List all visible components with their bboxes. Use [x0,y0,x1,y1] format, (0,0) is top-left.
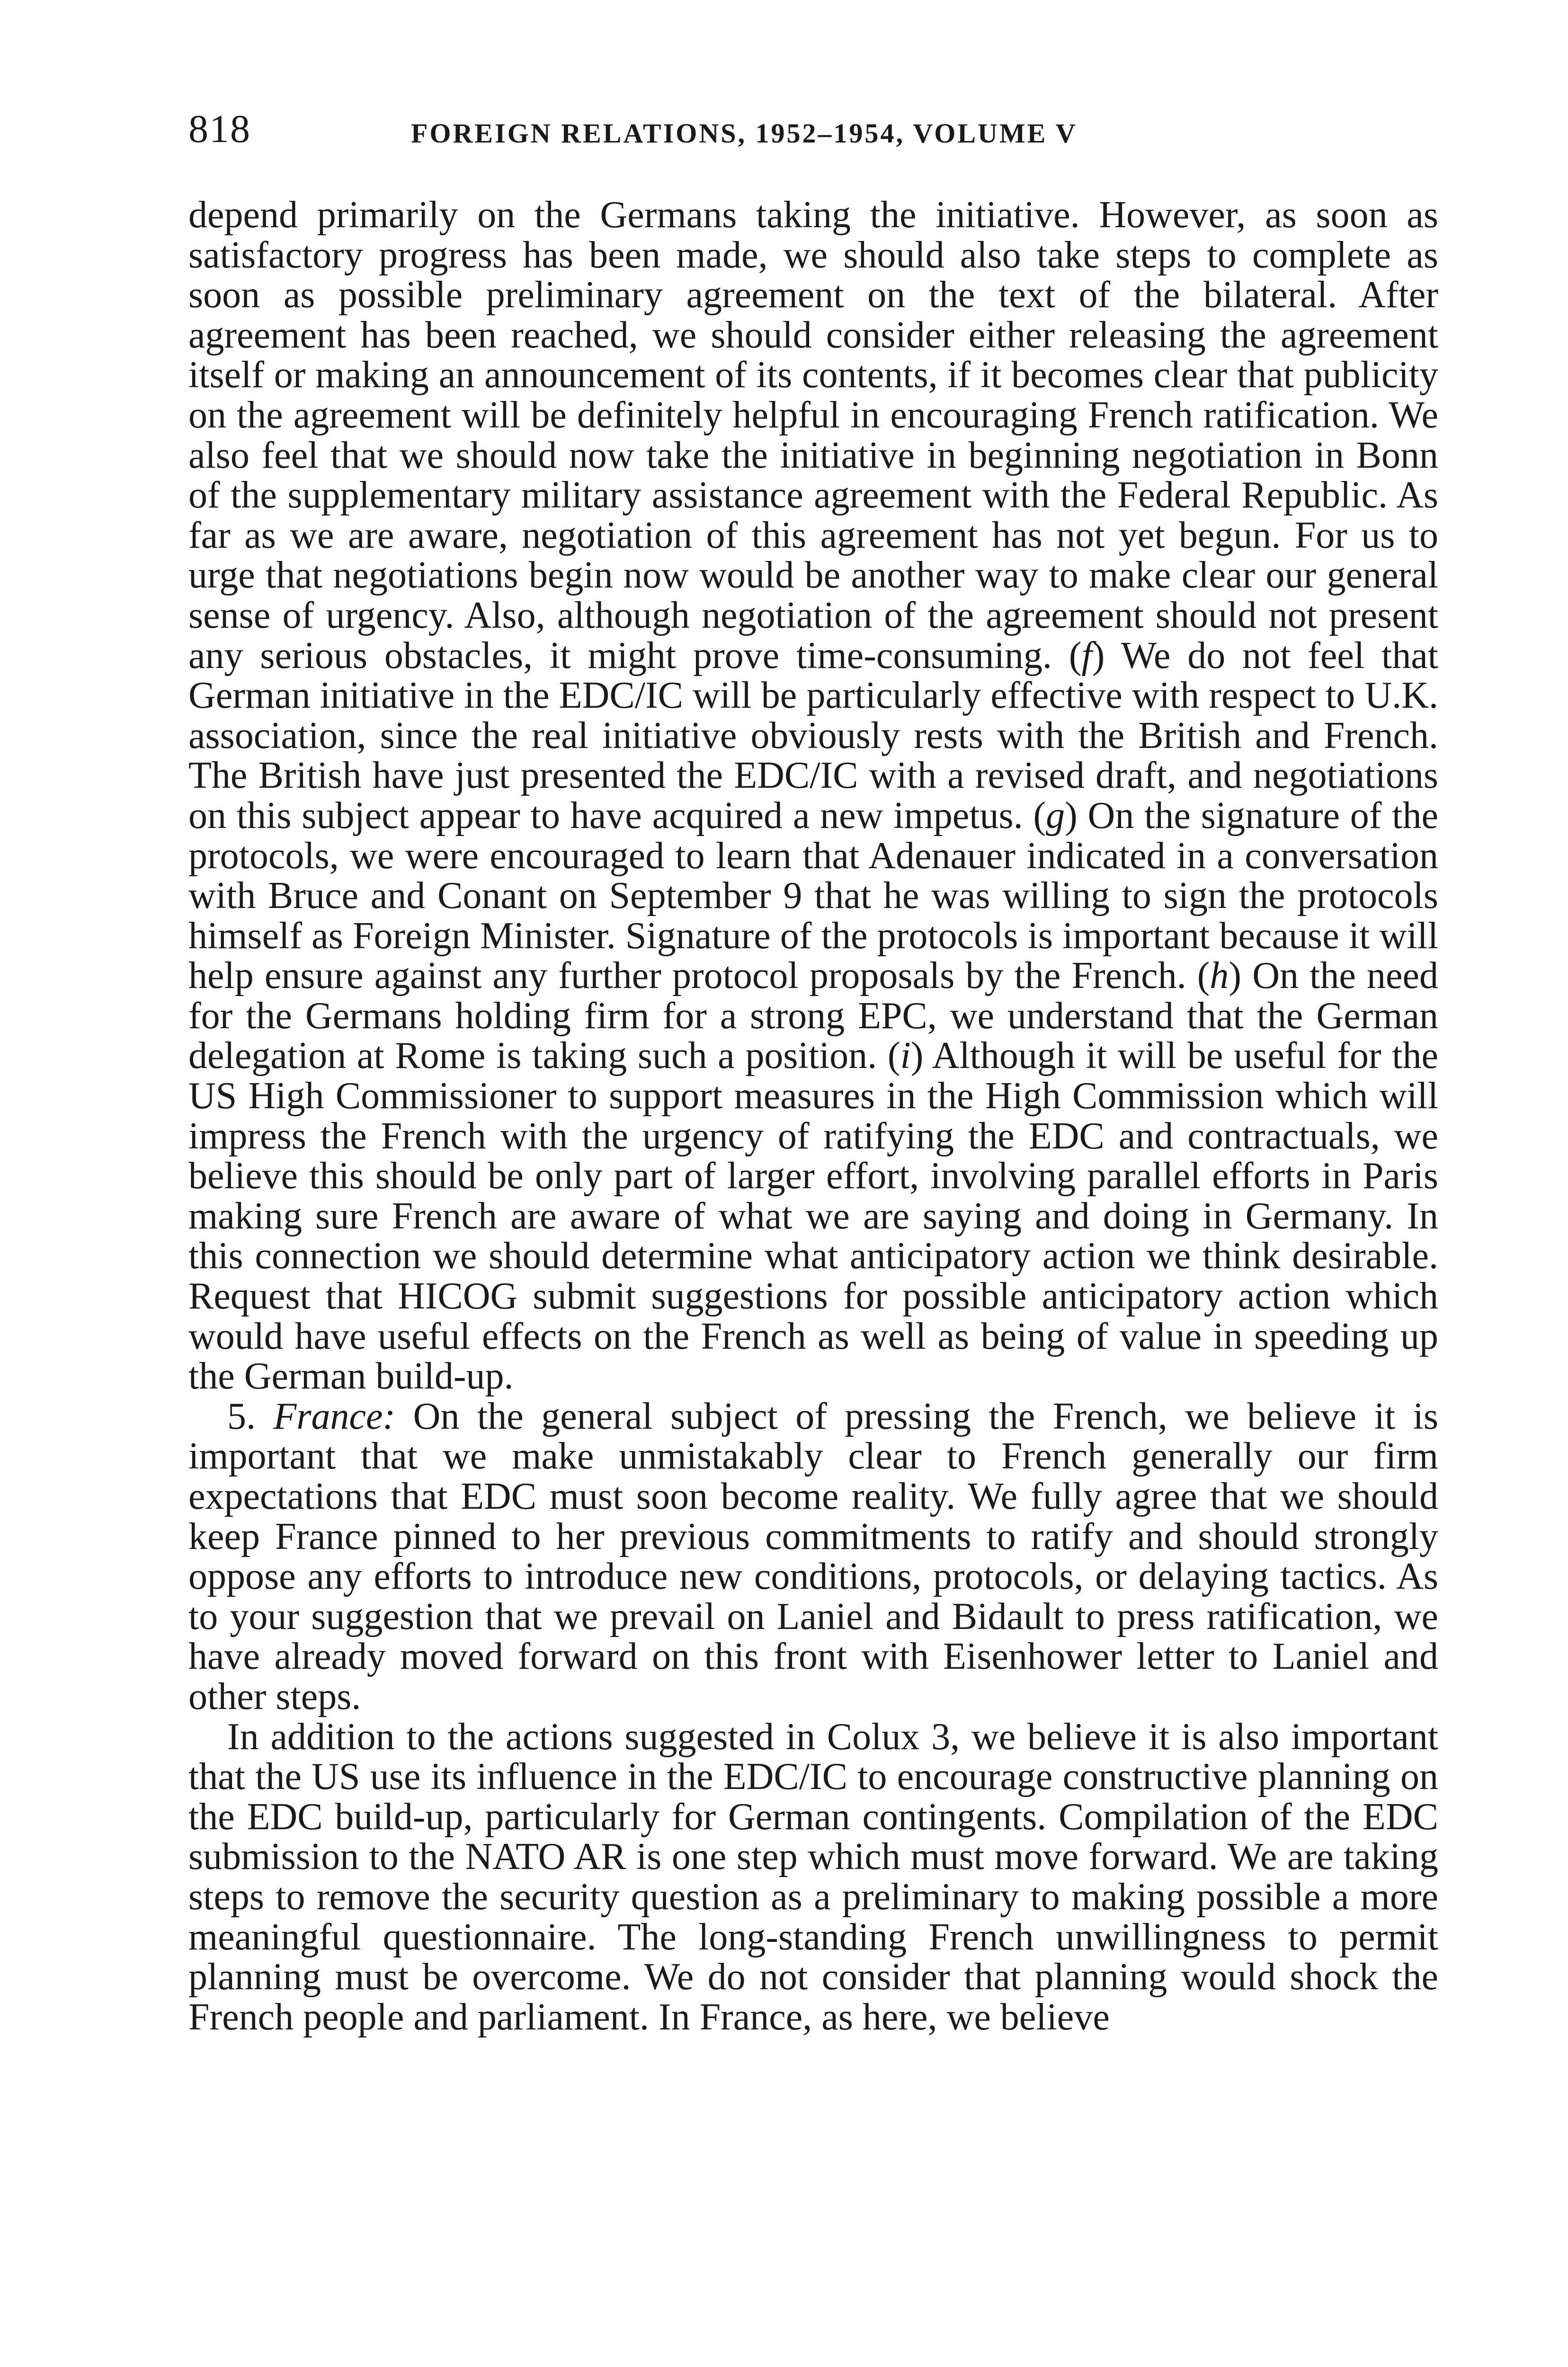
body-text [188,195,1438,2037]
paragraph-continued: depend primarily on the Germans taking the initiative. However, as soon as satisfactory progress has been made, we should also take steps to complete as soon as possible preliminary agreement on the text of the bilateral. After agreement has been reached, we should consider either releasing the agreement itself or making an announcement of its contents, if it becomes clear that publicity on the agreement will be definitely helpful in encouraging French ratification. We also feel that we should now take the initiative in beginning negotiation in Bonn of the supplementary military assistance agreement with the Federal Republic. As far as we are aware, negotiation of this agreement has not yet begun. For us to urge that negotiations begin now would be another way to make clear our general sense of urgency. Also, although negotiation of the agreement should not present any serious obstacles, it might prove time-consuming. (f) We do not feel that German initiative in the EDC/IC will be particularly effective with respect to U.K. association, since the real initiative obviously rests with the British and French. The British have just presented the EDC/IC with a revised draft, and negotiations on this subject appear to have acquired a new impetus. (g) On the signature of the protocols, we were encouraged to learn that Adenauer indicated in a conversation with Bruce and Conant on September 9 that he was willing to sign the protocols himself as Foreign Minister. Signature of the protocols is important because it will help ensure against any further protocol proposals by the French. (h) On the need for the Germans holding firm for a strong EPC, we understand that the German delegation at Rome is taking such a position. (i) Although it will be useful for the US High Commissioner to support measures in the High Commission which will impress the French with the urgency of ratifying the EDC and contractuals, we believe this should be only part of larger effort, involving parallel efforts in Paris making sure French are aware of what we are saying and doing in Germany. In this connection we should determine what anticipatory action we think desirable. Request that HICOG submit suggestions for possible anticipatory action which would have useful effects on the French as well as being of value in speeding up the German build-up. [188,194,1439,1397]
section-number: 5. [227,1395,274,1437]
page-number: 818 [188,107,251,151]
paragraph-additional-actions: In addition to the actions suggested in Colux 3, we believe it is also important that the US use its influence in the EDC/IC to encourage constructive planning on the EDC build-up, particularly for German contingents. Compilation of the EDC submission to the NATO AR is one step which must move forward. We are taking steps to remove the security question as a preliminary to making possible a more meaningful questionnaire. The long-standing French unwillingness to permit planning must be overcome. We do not consider that planning would shock the French people and parliament. In France, as here, we believe [188,1716,1438,2038]
section-heading-france: France: [273,1395,396,1437]
paragraph-france [188,1397,1438,1717]
page-header [188,103,1438,155]
paragraph-france-text: On the general subject of pressing the French, we believe it is important that we make unmistakably clear to French generally our firm expectations that EDC must soon become reality. We fully agree that we should keep France pinned to her previous commitments to ratify and should strongly oppose any efforts to introduce new conditions, protocols, or delaying tactics. As to your suggestion that we prevail on Laniel and Bidault to press ratification, we have already moved forward on this front with Eisenhower letter to Laniel and other steps. [188,1395,1439,1717]
running-head: FOREIGN RELATIONS, 1952–1954, VOLUME V [411,118,1078,149]
